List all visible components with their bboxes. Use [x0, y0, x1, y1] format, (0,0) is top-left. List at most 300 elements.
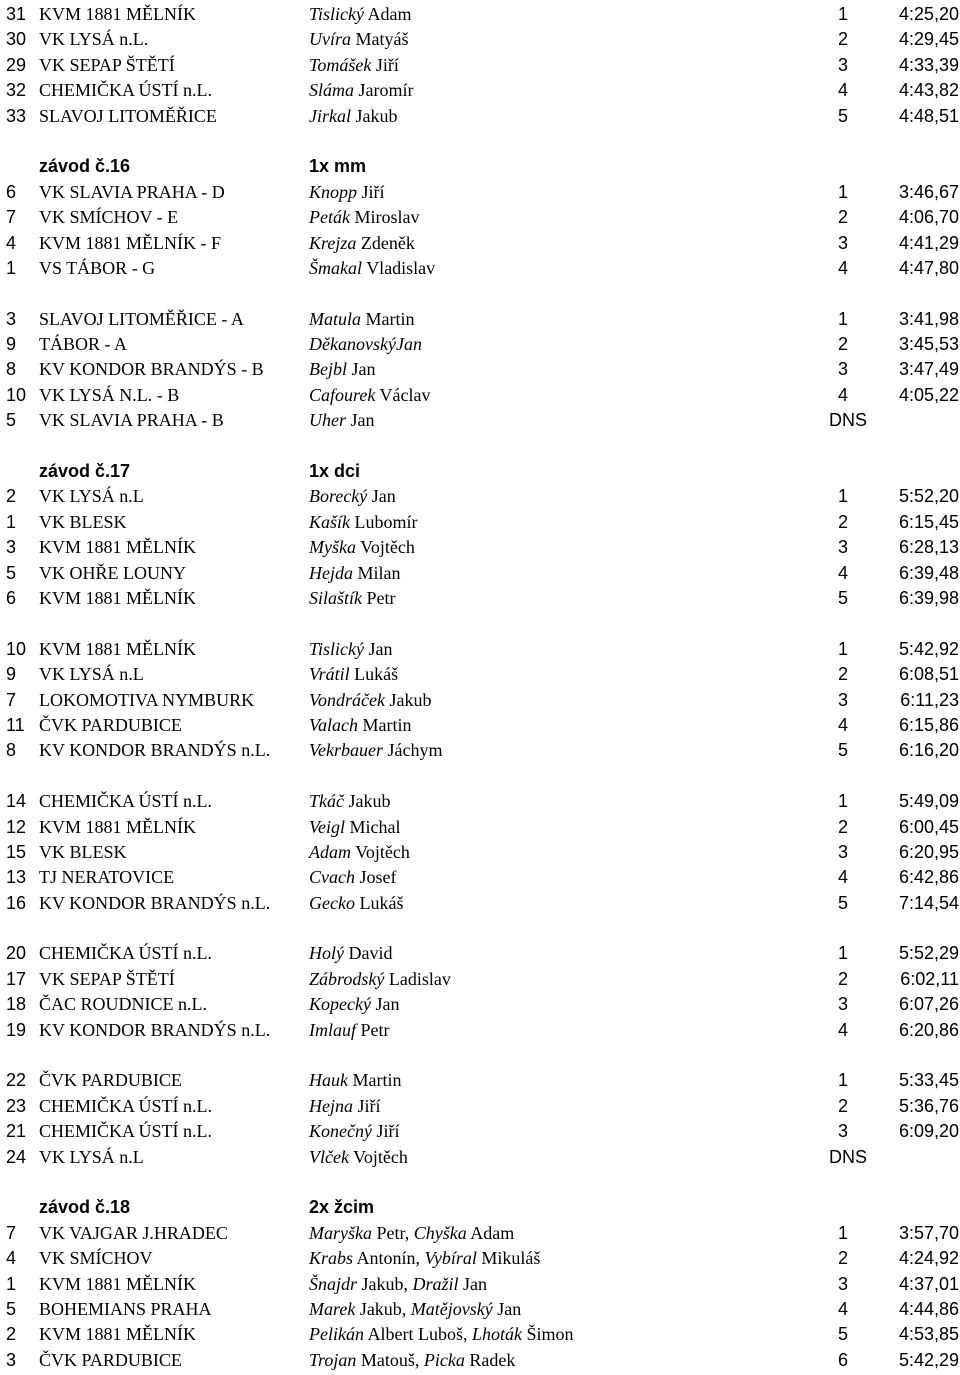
finish-place: 4 — [837, 867, 848, 888]
rower-first-name: Mikuláš — [481, 1248, 541, 1269]
finish-time: 6:28,13 — [898, 537, 959, 558]
result-row — [0, 256, 960, 281]
rower-surname: Jirkal — [309, 105, 351, 126]
dns-status: DNS — [829, 410, 868, 431]
rower-first-name: Jakub — [355, 105, 398, 126]
boat-class: 1x mm — [309, 156, 367, 177]
rower-surname: Bejbl — [309, 359, 347, 380]
section-spacer — [0, 129, 960, 154]
finish-place: 3 — [837, 537, 848, 558]
race-header — [0, 1195, 960, 1220]
club-name: VK SMÍCHOV - E — [39, 207, 179, 228]
rower-first-name: Albert Luboš — [367, 1324, 463, 1345]
rower-surname: Knopp — [309, 181, 358, 202]
club-name: ČVK PARDUBICE — [39, 1070, 182, 1091]
crew-names — [309, 2, 412, 27]
race-number: závod č.16 — [39, 156, 131, 177]
result-row — [0, 104, 960, 129]
crew-names: Marek Jakub, Matějovský Jan — [309, 1298, 522, 1319]
rower-first-name: Jiří — [357, 1095, 381, 1116]
result-row — [0, 1272, 960, 1297]
finish-place: 4 — [837, 714, 848, 735]
rower-first-name: Radek — [469, 1349, 516, 1370]
crew-names — [309, 78, 413, 103]
finish-time: 6:15,45 — [898, 511, 959, 532]
club-name: CHEMIČKA ÚSTÍ n.L. — [39, 1095, 213, 1116]
rower-first-name: Jan — [497, 1298, 522, 1319]
lane-number: 5 — [6, 1298, 17, 1319]
rower-surname: Valach — [309, 714, 358, 735]
rower-surname: Hauk — [309, 1070, 348, 1091]
section-spacer — [0, 1170, 960, 1195]
finish-place: 6 — [837, 1349, 848, 1370]
rower-surname: Hejna — [309, 1095, 353, 1116]
club-name: ČVK PARDUBICE — [39, 714, 182, 735]
rower-first-name: Jakub — [361, 1273, 404, 1294]
crew-names — [309, 815, 401, 840]
result-row — [0, 510, 960, 535]
crew-names — [309, 510, 418, 535]
rower-surname: DěkanovskýJan — [309, 334, 422, 355]
rower-first-name: Vojtěch — [355, 841, 410, 862]
lane-number: 20 — [6, 943, 27, 964]
rower-surname: Zábrodský — [309, 968, 385, 989]
club-name: VK SEPAP ŠTĚTÍ — [39, 968, 175, 989]
rower-first-name: Jakub — [389, 689, 432, 710]
dns-status: DNS — [829, 1146, 868, 1167]
club-name: VK LYSÁ n.L — [39, 664, 144, 685]
crew-names — [309, 307, 415, 332]
finish-place: 4 — [837, 384, 848, 405]
rower-surname: Matula — [309, 308, 361, 329]
finish-time: 4:43,82 — [898, 80, 959, 101]
result-row — [0, 891, 960, 916]
finish-time: 5:52,29 — [898, 943, 959, 964]
club-name: VK SMÍCHOV — [39, 1248, 153, 1269]
finish-place: 3 — [837, 1121, 848, 1142]
club-name: TJ NERATOVICE — [39, 867, 175, 888]
result-row — [0, 713, 960, 738]
section-spacer — [0, 611, 960, 636]
crew-names — [309, 941, 393, 966]
finish-time: 4:47,80 — [898, 257, 959, 278]
result-row — [0, 789, 960, 814]
rower-first-name: Jan — [368, 638, 393, 659]
rower-first-name: Petr — [360, 1019, 390, 1040]
rower-surname: Cafourek — [309, 384, 376, 405]
crew-names — [309, 865, 396, 890]
rower-surname: Trojan — [309, 1349, 357, 1370]
crew-names — [309, 992, 399, 1017]
lane-number: 33 — [6, 105, 27, 126]
lane-number: 23 — [6, 1095, 27, 1116]
rower-first-name: Jakub — [348, 791, 391, 812]
crew-names: Pelikán Albert Luboš, Lhoták Šimon — [309, 1324, 574, 1345]
rower-surname: Uher — [309, 410, 346, 431]
rower-surname: Krejza — [309, 232, 357, 253]
lane-number: 22 — [6, 1070, 27, 1091]
lane-number: 4 — [6, 1248, 17, 1269]
finish-place: 2 — [837, 664, 848, 685]
rower-surname: Hejda — [309, 562, 353, 583]
club-name: KVM 1881 MĚLNÍK - F — [39, 232, 221, 253]
lane-number: 4 — [6, 232, 17, 253]
rower-first-name: Matyáš — [355, 29, 409, 50]
rower-surname: Pelikán — [309, 1324, 364, 1345]
race-number: závod č.17 — [39, 461, 131, 482]
crew-names — [309, 1094, 381, 1119]
lane-number: 17 — [6, 968, 27, 989]
finish-time: 3:57,70 — [898, 1222, 959, 1243]
crew-names: Maryška Petr, Chyška Adam — [309, 1222, 515, 1243]
race-number: závod č.18 — [39, 1197, 131, 1218]
lane-number: 15 — [6, 841, 27, 862]
club-name: VK SLAVIA PRAHA - D — [39, 181, 225, 202]
rower-first-name: Jiří — [375, 54, 399, 75]
rower-first-name: Jiří — [376, 1121, 400, 1142]
crew-names — [309, 662, 398, 687]
boat-class: 1x dci — [309, 461, 361, 482]
club-name: CHEMIČKA ÚSTÍ n.L. — [39, 791, 213, 812]
lane-number: 7 — [6, 1222, 17, 1243]
finish-time: 4:06,70 — [898, 207, 959, 228]
finish-time: 6:09,20 — [898, 1121, 959, 1142]
lane-number: 9 — [6, 334, 17, 355]
finish-place: 1 — [837, 791, 848, 812]
result-row — [0, 1246, 960, 1271]
club-name: VK OHŘE LOUNY — [39, 562, 186, 583]
crew-names — [309, 586, 396, 611]
result-row — [0, 383, 960, 408]
crew-names — [309, 738, 442, 763]
lane-number: 32 — [6, 80, 27, 101]
rower-surname: Vrátil — [309, 664, 350, 685]
rower-first-name: Jáchym — [387, 740, 443, 761]
club-name: KVM 1881 MĚLNÍK — [39, 638, 196, 659]
lane-number: 5 — [6, 562, 17, 583]
finish-place: 4 — [837, 562, 848, 583]
finish-place: 1 — [837, 308, 848, 329]
finish-place: 5 — [837, 587, 848, 608]
finish-time: 4:48,51 — [898, 105, 959, 126]
rower-first-name: Jan — [351, 359, 376, 380]
lane-number: 8 — [6, 740, 17, 761]
lane-number: 3 — [6, 537, 17, 558]
rower-surname: Matějovský — [410, 1298, 493, 1319]
rower-first-name: Milan — [357, 562, 401, 583]
crew-names — [309, 1068, 402, 1093]
rower-first-name: Petr — [366, 587, 396, 608]
lane-number: 21 — [6, 1121, 27, 1142]
finish-time: 6:39,98 — [898, 587, 959, 608]
finish-place: 2 — [837, 1248, 848, 1269]
section-spacer — [0, 916, 960, 941]
finish-time: 3:45,53 — [898, 334, 959, 355]
rower-first-name: Martin — [365, 308, 415, 329]
finish-time: 6:08,51 — [898, 664, 959, 685]
rower-first-name: Jiří — [361, 181, 385, 202]
lane-number: 14 — [6, 791, 27, 812]
lane-number: 10 — [6, 384, 27, 405]
rower-surname: Silaštík — [309, 587, 362, 608]
finish-place: 3 — [837, 54, 848, 75]
rower-surname: Dražil — [412, 1273, 459, 1294]
lane-number: 2 — [6, 486, 17, 507]
finish-time: 5:42,29 — [898, 1349, 959, 1370]
crew-names — [309, 789, 391, 814]
finish-place: 3 — [837, 689, 848, 710]
crew-names — [309, 256, 435, 281]
crew-names — [309, 104, 398, 129]
rower-first-name: Martin — [352, 1070, 402, 1091]
result-row — [0, 1322, 960, 1347]
section-spacer — [0, 1043, 960, 1068]
club-name: KV KONDOR BRANDÝS n.L. — [39, 740, 271, 761]
race-header — [0, 154, 960, 179]
finish-place: 4 — [837, 80, 848, 101]
club-name: VK BLESK — [39, 511, 127, 532]
rower-surname: Chyška — [413, 1222, 467, 1243]
rower-surname: Cvach — [309, 867, 355, 888]
rower-surname: Borecký — [309, 486, 368, 507]
finish-place: 3 — [837, 1273, 848, 1294]
crew-names — [309, 332, 422, 357]
finish-place: 4 — [837, 1019, 848, 1040]
result-row — [0, 357, 960, 382]
result-row — [0, 815, 960, 840]
crew-names — [309, 561, 401, 586]
crew-names — [309, 383, 430, 408]
finish-time: 6:07,26 — [898, 994, 959, 1015]
rower-surname: Vekrbauer — [309, 740, 383, 761]
club-name: KVM 1881 MĚLNÍK — [39, 1273, 196, 1294]
club-name: TÁBOR - A — [39, 334, 128, 355]
crew-names — [309, 891, 403, 916]
result-row — [0, 1297, 960, 1322]
finish-time: 4:53,85 — [898, 1324, 959, 1345]
rower-surname: Adam — [309, 841, 351, 862]
result-row — [0, 180, 960, 205]
finish-place: 2 — [837, 207, 848, 228]
club-name: KV KONDOR BRANDÝS - B — [39, 359, 264, 380]
result-row — [0, 205, 960, 230]
result-row — [0, 1145, 960, 1170]
finish-time: 7:14,54 — [898, 892, 959, 913]
crew-names: Trojan Matouš, Picka Radek — [309, 1349, 516, 1370]
lane-number: 3 — [6, 308, 17, 329]
finish-place: 3 — [837, 841, 848, 862]
lane-number: 7 — [6, 689, 17, 710]
result-row — [0, 1068, 960, 1093]
club-name: VK SLAVIA PRAHA - B — [39, 410, 224, 431]
finish-time: 6:42,86 — [898, 867, 959, 888]
rower-first-name: Michal — [349, 816, 401, 837]
rower-first-name: Lukáš — [354, 664, 399, 685]
finish-place: 1 — [837, 486, 848, 507]
club-name: SLAVOJ LITOMĚŘICE — [39, 105, 217, 126]
lane-number: 7 — [6, 207, 17, 228]
club-name: BOHEMIANS PRAHA — [39, 1298, 212, 1319]
crew-names — [309, 53, 399, 78]
lane-number: 1 — [6, 257, 17, 278]
club-name: KV KONDOR BRANDÝS n.L. — [39, 892, 271, 913]
rower-surname: Myška — [309, 537, 356, 558]
rower-first-name: Adam — [367, 4, 412, 24]
rower-surname: Maryška — [309, 1222, 372, 1243]
result-row — [0, 1119, 960, 1144]
crew-names — [309, 408, 375, 433]
lane-number: 29 — [6, 54, 27, 75]
finish-time: 5:52,20 — [898, 486, 959, 507]
lane-number: 6 — [6, 587, 17, 608]
rower-first-name: Martin — [362, 714, 412, 735]
club-name: VK LYSÁ n.L — [39, 486, 144, 507]
rower-first-name: Matouš — [360, 1349, 415, 1370]
finish-time: 5:33,45 — [898, 1070, 959, 1091]
result-row — [0, 2, 960, 27]
results-list — [0, 2, 960, 1373]
rower-first-name: Jan — [375, 994, 400, 1015]
result-row — [0, 1221, 960, 1246]
lane-number: 5 — [6, 410, 17, 431]
club-name: VK LYSÁ N.L. - B — [39, 384, 180, 405]
rower-first-name: Šimon — [526, 1324, 574, 1345]
result-row — [0, 53, 960, 78]
result-row — [0, 738, 960, 763]
finish-time: 6:11,23 — [900, 689, 959, 710]
rower-first-name: Petr — [376, 1222, 405, 1243]
finish-time: 6:02,11 — [900, 968, 959, 989]
lane-number: 31 — [6, 4, 27, 24]
race-header — [0, 459, 960, 484]
rower-first-name: Jan — [371, 486, 396, 507]
rower-surname: Vondráček — [309, 689, 385, 710]
finish-time: 4:44,86 — [898, 1298, 959, 1319]
club-name: KV KONDOR BRANDÝS n.L. — [39, 1019, 271, 1040]
rower-surname: Šmakal — [309, 257, 362, 278]
section-spacer — [0, 764, 960, 789]
section-spacer — [0, 281, 960, 306]
rower-first-name: Václav — [379, 384, 431, 405]
finish-place: 4 — [837, 257, 848, 278]
result-row — [0, 408, 960, 433]
club-name: VK SEPAP ŠTĚTÍ — [39, 54, 175, 75]
club-name: VS TÁBOR - G — [39, 257, 156, 278]
finish-place: 5 — [837, 740, 848, 761]
rower-surname: Vybíral — [424, 1248, 477, 1269]
result-row — [0, 1094, 960, 1119]
finish-place: 2 — [837, 511, 848, 532]
rower-first-name: Josef — [359, 867, 397, 888]
finish-place: 1 — [837, 1070, 848, 1091]
club-name: VK BLESK — [39, 841, 127, 862]
finish-place: 5 — [837, 1324, 848, 1345]
rower-surname: Tislický — [309, 4, 364, 24]
lane-number: 9 — [6, 664, 17, 685]
finish-time: 5:36,76 — [898, 1095, 959, 1116]
club-name: ČVK PARDUBICE — [39, 1349, 182, 1370]
rower-surname: Lhoták — [471, 1324, 522, 1345]
finish-place: 2 — [837, 816, 848, 837]
result-row — [0, 1348, 960, 1373]
rower-surname: Gecko — [309, 892, 355, 913]
rower-first-name: Antonín — [356, 1248, 416, 1269]
finish-place: 5 — [837, 892, 848, 913]
result-row — [0, 662, 960, 687]
finish-time: 4:41,29 — [898, 232, 959, 253]
finish-place: 2 — [837, 334, 848, 355]
club-name: CHEMIČKA ÚSTÍ n.L. — [39, 1121, 213, 1142]
rower-first-name: Miroslav — [354, 207, 420, 228]
rower-first-name: Vojtěch — [353, 1146, 408, 1167]
rower-first-name: Jan — [463, 1273, 488, 1294]
lane-number: 18 — [6, 994, 27, 1015]
club-name: KVM 1881 MĚLNÍK — [39, 587, 196, 608]
rower-first-name: Jan — [350, 410, 375, 431]
result-row — [0, 1018, 960, 1043]
rower-surname: Tomášek — [309, 54, 372, 75]
lane-number: 3 — [6, 1349, 17, 1370]
result-row — [0, 586, 960, 611]
finish-time: 6:20,86 — [898, 1019, 959, 1040]
rower-surname: Vlček — [309, 1146, 349, 1167]
crew-names — [309, 713, 412, 738]
rower-first-name: Zdeněk — [360, 232, 415, 253]
club-name: KVM 1881 MĚLNÍK — [39, 816, 196, 837]
finish-place: 1 — [837, 943, 848, 964]
finish-time: 5:49,09 — [898, 791, 959, 812]
crew-names — [309, 840, 410, 865]
crew-names — [309, 205, 419, 230]
crew-names — [309, 1145, 408, 1170]
crew-names — [309, 180, 385, 205]
result-row — [0, 535, 960, 560]
lane-number: 6 — [6, 181, 17, 202]
rower-first-name: Ladislav — [388, 968, 451, 989]
result-row — [0, 688, 960, 713]
boat-class: 2x žcim — [309, 1197, 375, 1218]
rower-surname: Picka — [423, 1349, 465, 1370]
rower-surname: Kopecký — [309, 994, 371, 1015]
crew-names: Šnajdr Jakub, Dražil Jan — [309, 1273, 488, 1294]
crew-names — [309, 484, 396, 509]
rower-surname: Tislický — [309, 638, 364, 659]
rower-surname: Krabs — [309, 1248, 354, 1269]
crew-names — [309, 688, 431, 713]
rower-first-name: Adam — [470, 1222, 515, 1243]
result-row — [0, 840, 960, 865]
finish-time: 4:33,39 — [898, 54, 959, 75]
finish-time: 5:42,92 — [898, 638, 959, 659]
club-name: KVM 1881 MĚLNÍK — [39, 1324, 196, 1345]
lane-number: 16 — [6, 892, 27, 913]
finish-time: 6:39,48 — [898, 562, 959, 583]
rower-surname: Uvíra — [309, 29, 351, 50]
result-row — [0, 307, 960, 332]
rower-first-name: Vojtěch — [360, 537, 415, 558]
club-name: CHEMIČKA ÚSTÍ n.L. — [39, 80, 213, 101]
result-row — [0, 967, 960, 992]
finish-time: 6:20,95 — [898, 841, 959, 862]
club-name: KVM 1881 MĚLNÍK — [39, 4, 196, 24]
club-name: CHEMIČKA ÚSTÍ n.L. — [39, 943, 213, 964]
lane-number: 30 — [6, 29, 27, 50]
result-row — [0, 332, 960, 357]
lane-number: 11 — [6, 714, 25, 735]
lane-number: 2 — [6, 1324, 17, 1345]
finish-place: 2 — [837, 29, 848, 50]
finish-place: 4 — [837, 1298, 848, 1319]
